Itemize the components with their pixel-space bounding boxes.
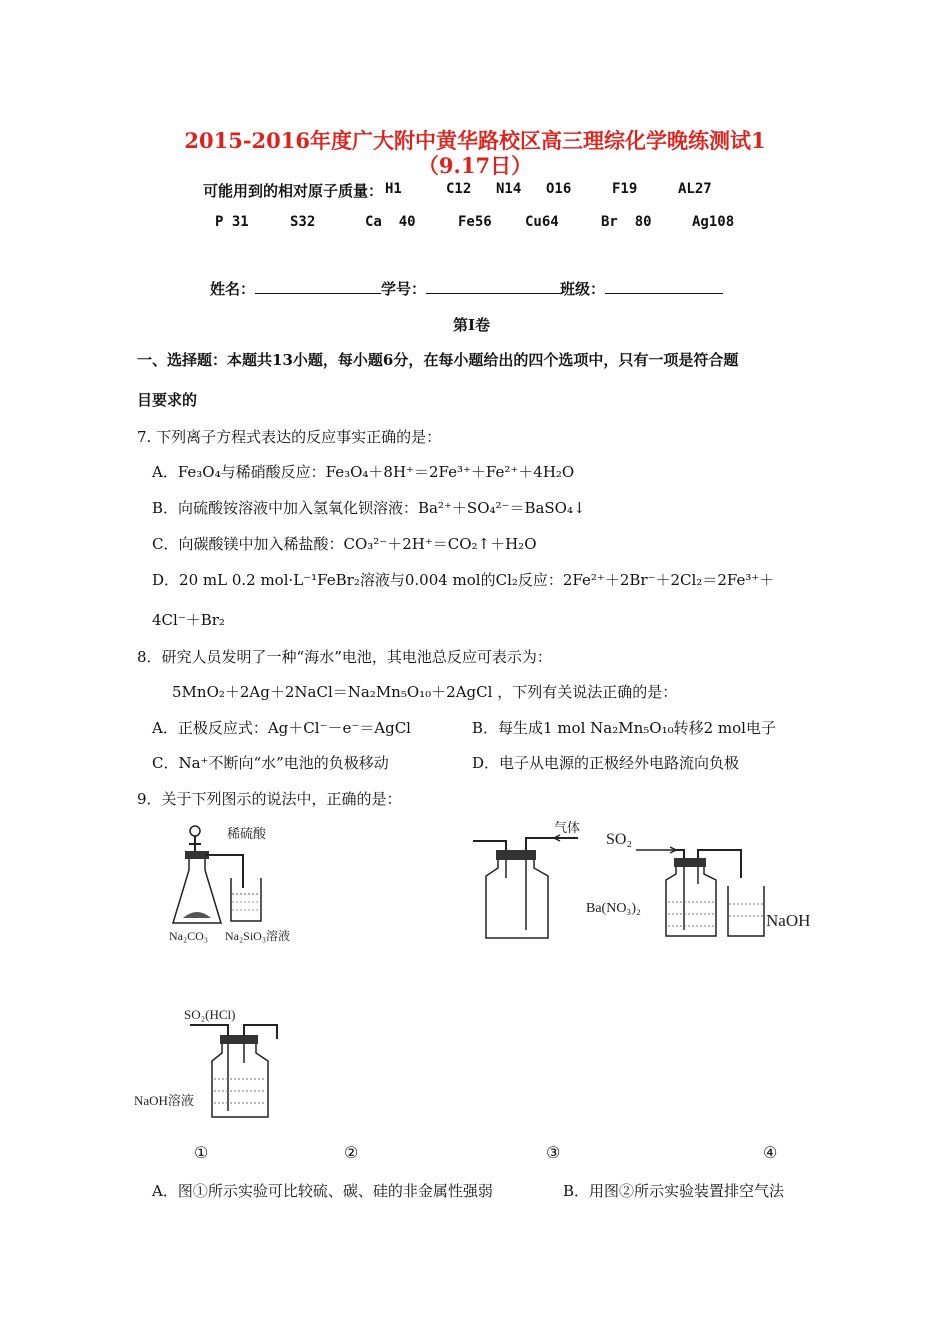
atomic-mass-br: Br 80: [601, 214, 652, 230]
section-heading-line1: 一、选择题：本题共13小题，每小题6分，在每小题给出的四个选项中，只有一项是符合题: [137, 351, 739, 369]
student-info-row: [210, 278, 723, 299]
atomic-mass-c: C12: [446, 181, 472, 197]
q7-option-b[interactable]: B．向硫酸铵溶液中加入氢氧化钡溶液：Ba²⁺＋SO₄²⁻＝BaSO₄↓: [152, 499, 586, 517]
fig1-beaker-label: Na₂SiO₃溶液: [225, 929, 291, 943]
atomic-mass-cu: Cu64: [525, 214, 559, 230]
q8-equation: 5MnO₂＋2Ag＋2NaCl＝Na₂Mn₅O₁₀＋2AgCl ，下列有关说法正确的是：: [172, 683, 678, 701]
figure-marker-4: ④: [763, 1143, 778, 1162]
student-id-blank[interactable]: [426, 279, 560, 294]
figure-2-apparatus: [468, 818, 588, 943]
figure-marker-3: ③: [546, 1143, 561, 1162]
part-title: 第Ⅰ卷: [453, 316, 491, 334]
class-blank[interactable]: [605, 279, 723, 294]
atomic-mass-h: H1: [385, 181, 402, 197]
atomic-mass-n: N14: [496, 181, 522, 197]
q8-stem: 8．研究人员发明了一种“海水”电池，其电池总反应可表示为：: [137, 648, 552, 666]
atomic-mass-s: S32: [290, 214, 316, 230]
atomic-mass-o: O16: [546, 181, 572, 197]
q7-stem: 7. 下列离子方程式表达的反应事实正确的是：: [137, 428, 442, 446]
atomic-mass-ca: Ca 40: [365, 214, 416, 230]
student-id-label: 学号：: [381, 280, 427, 298]
fig3-so2-label: SO₂: [606, 831, 633, 848]
figure-marker-2: ②: [344, 1143, 359, 1162]
atomic-mass-fe: Fe56: [458, 214, 492, 230]
name-label: 姓名：: [210, 280, 256, 298]
fig3-bottle-label: Ba(NO₃)₂: [586, 901, 641, 916]
fig1-flask-label: Na₂CO₃: [169, 929, 209, 943]
atomic-mass-p: P 31: [215, 214, 249, 230]
q7-option-d-line1[interactable]: D．20 mL 0.2 mol·L⁻¹FeBr₂溶液与0.004 mol的Cl₂反应：2Fe²⁺＋2Br⁻＋2Cl₂＝2Fe³⁺＋: [152, 571, 775, 589]
fig4-gas-label: SO₂(HCl): [184, 1007, 236, 1022]
atomic-masses-label: 可能用到的相对原子质量：: [203, 182, 384, 200]
q8-option-d[interactable]: D．电子从电源的正极经外电路流向负极: [472, 754, 740, 772]
figure-3-apparatus: [586, 818, 821, 948]
fig4-solution-label: NaOH溶液: [134, 1093, 194, 1108]
q8-option-b[interactable]: B．每生成1 mol Na₂Mn₅O₁₀转移2 mol电子: [472, 719, 776, 737]
section-heading-line2: 目要求的: [137, 391, 198, 409]
fig1-acid-label: 稀硫酸: [227, 826, 267, 841]
q8-option-a[interactable]: A．正极反应式：Ag＋Cl⁻－e⁻＝AgCl: [152, 719, 411, 737]
atomic-mass-ag: Ag108: [692, 214, 735, 230]
q7-option-d-line2: 4Cl⁻＋Br₂: [152, 611, 225, 629]
class-label: 班级：: [560, 280, 606, 298]
figure-marker-1: ①: [194, 1143, 209, 1162]
q9-stem: 9．关于下列图示的说法中，正确的是：: [137, 790, 402, 808]
page-subtitle-date: （9.17日）: [417, 153, 533, 178]
fig3-beaker-label: NaOH: [766, 911, 811, 930]
q9-option-a[interactable]: A．图①所示实验可比较硫、碳、硅的非金属性强弱: [152, 1182, 493, 1200]
name-blank[interactable]: [255, 279, 381, 294]
q7-option-c[interactable]: C．向碳酸镁中加入稀盐酸：CO₃²⁻＋2H⁺＝CO₂↑＋H₂O: [152, 535, 537, 553]
page-title: 2015-2016年度广大附中黄华路校区高三理综化学晚练测试1: [184, 128, 766, 153]
atomic-mass-al: AL27: [678, 181, 712, 197]
figure-4-apparatus: [132, 1005, 292, 1125]
q7-option-a[interactable]: A．Fe₃O₄与稀硝酸反应：Fe₃O₄＋8H⁺＝2Fe³⁺＋Fe²⁺＋4H₂O: [152, 463, 575, 481]
q9-option-b[interactable]: B．用图②所示实验装置排空气法: [563, 1182, 785, 1200]
atomic-mass-f: F19: [612, 181, 638, 197]
q8-option-c[interactable]: C．Na⁺不断向“水”电池的负极移动: [152, 754, 389, 772]
figure-1-apparatus: [165, 818, 315, 948]
fig2-gas-label: 气体: [554, 820, 581, 835]
